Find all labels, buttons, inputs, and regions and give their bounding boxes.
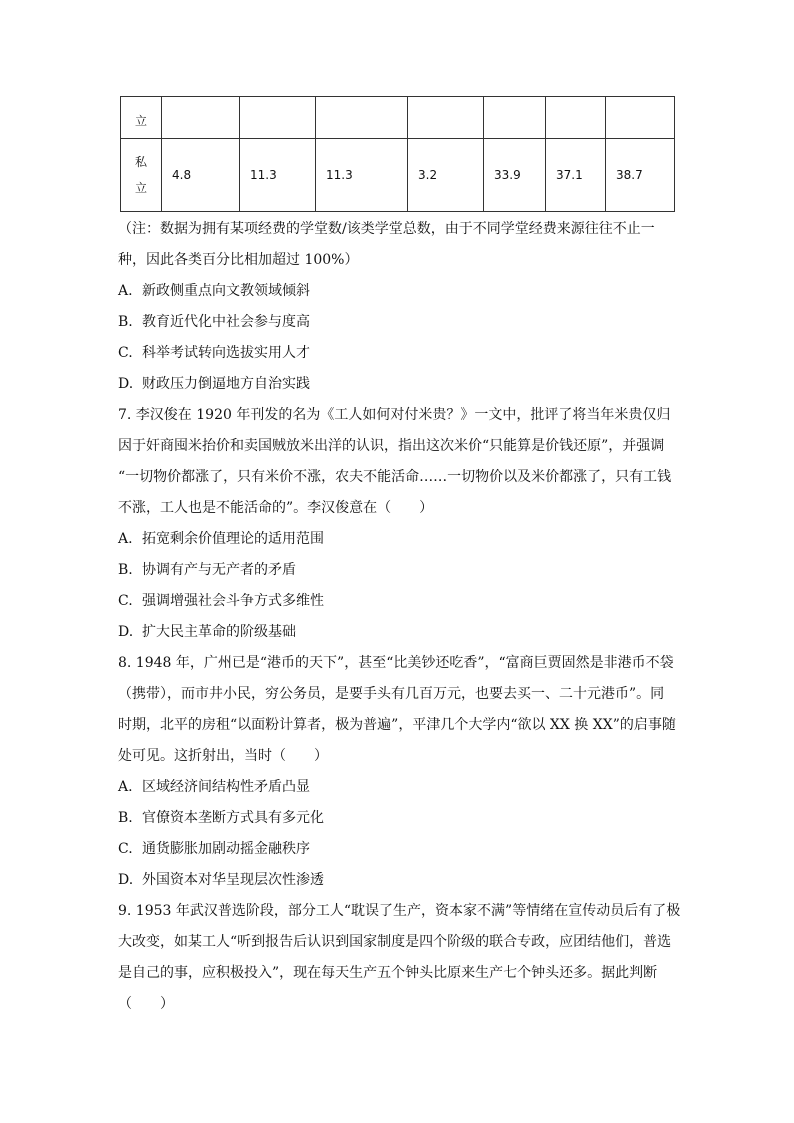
table-row <box>121 97 675 139</box>
question-body <box>118 214 681 1020</box>
table-cell: 33.9 <box>484 139 546 212</box>
question-line: 9. 1953 年武汉普选阶段，部分工人“耽误了生产，资本家不满”等情绪在宣传动员后有了极 <box>118 903 681 919</box>
question-line: 时期，北平的房租“以面粉计算者，极为普遍”，平津几个大学内“欲以 XX 换 XX”的启事随 <box>118 717 676 733</box>
question-line: 大改变，如某工人“听到报告后认识到国家制度是四个阶级的联合专政，应团结他们，普选 <box>118 934 672 950</box>
option-text: 科举考试转向选拔实用人才 <box>142 345 310 361</box>
table-cell: 11.3 <box>316 139 408 212</box>
option-text: 扩大民主革命的阶级基础 <box>142 624 296 640</box>
option-letter: A. <box>118 779 133 795</box>
answer-option <box>118 803 678 834</box>
option-text: 强调增强社会斗争方式多维性 <box>142 593 324 609</box>
option-letter: B. <box>118 562 133 578</box>
answer-option <box>118 369 678 400</box>
question-line: “一切物价都涨了，只有米价不涨，农夫不能活命……一切物价以及米价都涨了，只有工钱 <box>118 469 672 485</box>
table-cell: 38.7 <box>606 139 675 212</box>
option-text: 外国资本对华呈现层次性渗透 <box>142 872 324 888</box>
option-text: 财政压力倒逼地方自治实践 <box>142 376 310 392</box>
table-cell <box>484 97 546 139</box>
table-cell <box>162 97 240 139</box>
option-letter: B. <box>118 314 133 330</box>
row-label: 私 立 <box>121 139 162 212</box>
option-letter: C. <box>118 345 133 361</box>
question-line: 8. 1948 年，广州已是“港币的天下”，甚至“比美钞还吃香”，“富商巨贾固然是非港币不袋 <box>118 655 674 671</box>
row-label: 立 <box>121 97 162 139</box>
table-cell <box>240 97 316 139</box>
table-cell: 11.3 <box>240 139 316 212</box>
question-line: 处可见。这折射出，当时（ ） <box>118 748 328 764</box>
option-letter: C. <box>118 593 133 609</box>
option-text: 通货膨胀加剧动摇金融秩序 <box>142 841 310 857</box>
answer-option <box>118 555 678 586</box>
table-cell <box>606 97 675 139</box>
table-cell <box>546 97 606 139</box>
option-letter: D. <box>118 872 134 888</box>
answer-option <box>118 338 678 369</box>
question-line: （携带），而市井小民，穷公务员，是要手头有几百万元，也要去买一、二十元港币”。同 <box>118 686 665 702</box>
question-line: 是自己的事，应积极投入”，现在每天生产五个钟头比原来生产七个钟头还多。据此判断 <box>118 965 658 981</box>
answer-option <box>118 617 678 648</box>
option-letter: A. <box>118 283 133 299</box>
option-text: 官僚资本垄断方式具有多元化 <box>142 810 324 826</box>
table-cell: 37.1 <box>546 139 606 212</box>
answer-option <box>118 524 678 555</box>
table-cell: 3.2 <box>408 139 484 212</box>
question-line: 因于奸商囤米抬价和卖国贼放米出洋的认识，指出这次米价“只能算是价钱还原”，并强调 <box>118 438 665 454</box>
answer-option <box>118 772 678 803</box>
answer-option <box>118 307 678 338</box>
option-text: 教育近代化中社会参与度高 <box>142 314 310 330</box>
option-text: 新政侧重点向文教领域倾斜 <box>142 283 310 299</box>
answer-option <box>118 586 678 617</box>
answer-option <box>118 276 678 307</box>
answer-option <box>118 834 678 865</box>
option-letter: B. <box>118 810 133 826</box>
table-note-line: 种，因此各类百分比相加超过 100%） <box>118 252 359 268</box>
question-line: 7. 李汉俊在 1920 年刊发的名为《工人如何对付米贵？》一文中，批评了将当年米贵仅归 <box>118 407 671 423</box>
answer-option <box>118 865 678 896</box>
option-text: 协调有产与无产者的矛盾 <box>142 562 296 578</box>
option-letter: D. <box>118 376 134 392</box>
option-text: 拓宽剩余价值理论的适用范围 <box>142 531 324 547</box>
table-cell: 4.8 <box>162 139 240 212</box>
option-letter: D. <box>118 624 134 640</box>
option-text: 区域经济间结构性矛盾凸显 <box>142 779 310 795</box>
table-cell <box>408 97 484 139</box>
option-letter: A. <box>118 531 133 547</box>
question-line: 不涨，工人也是不能活命的”。李汉俊意在（ ） <box>118 500 434 516</box>
table-note-line: （注：数据为拥有某项经费的学堂数/该类学堂总数，由于不同学堂经费来源往往不止一 <box>118 221 655 237</box>
option-letter: C. <box>118 841 133 857</box>
question-line: （ ） <box>118 996 174 1012</box>
table-row <box>121 139 675 212</box>
table-cell <box>316 97 408 139</box>
funding-table <box>120 96 675 212</box>
